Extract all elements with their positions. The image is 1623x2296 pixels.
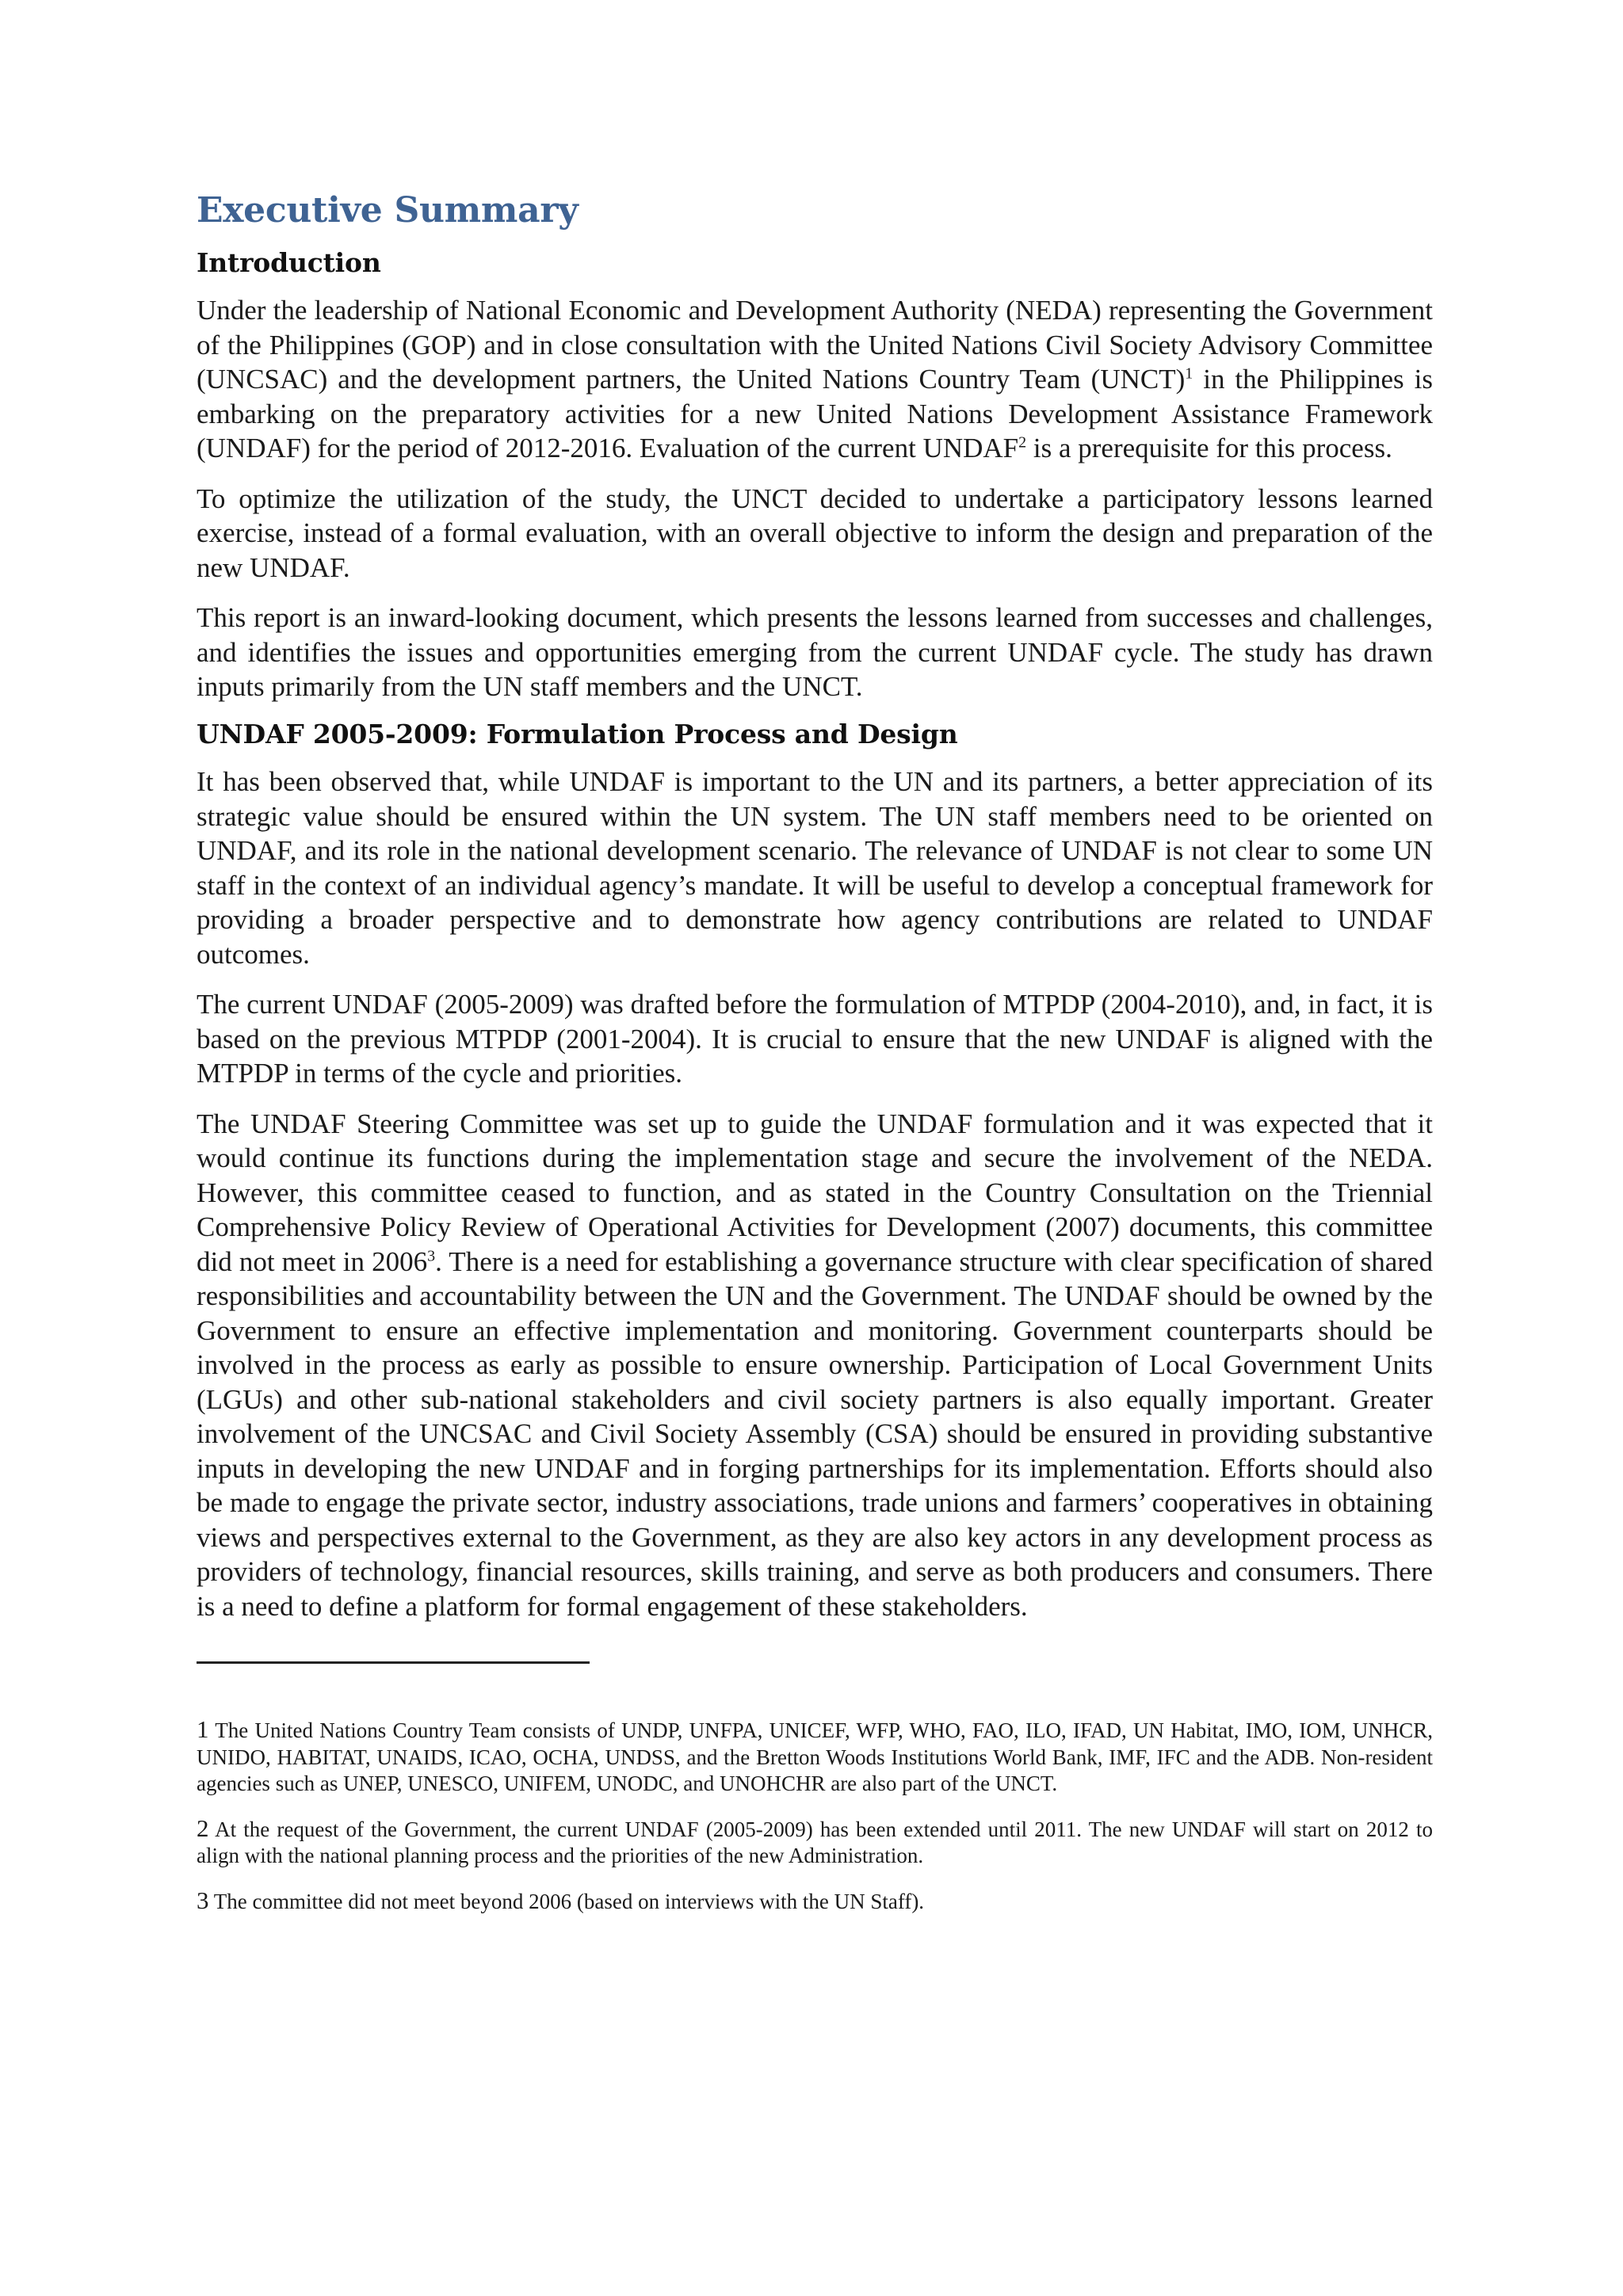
intro-paragraph-2: To optimize the utilization of the study, the UNCT decided to undertake a participatory lessons learned exercise, instead of a formal evaluation, with an overall objective to inform the design and preparation of the new UNDAF. bbox=[197, 482, 1433, 583]
page-title: Executive Summary bbox=[197, 190, 579, 231]
intro-p1-text-c: is a prerequisite for this process. bbox=[1026, 433, 1392, 464]
footnote-number: 1 bbox=[197, 1715, 209, 1744]
section-heading-introduction: Introduction bbox=[197, 247, 381, 278]
footnote-text: The committee did not meet beyond 2006 (based on interviews with the UN Staff). bbox=[208, 1889, 925, 1913]
formulation-paragraph-3 bbox=[197, 1107, 1433, 1624]
footnote-number: 2 bbox=[197, 1814, 209, 1842]
footnote-2 bbox=[197, 1815, 1433, 1870]
footnote-text: At the request of the Government, the current UNDAF (2005-2009) has been extended until 2011. The new UNDAF will start on 2012 to align with the national planning process and the priorities of the new Administration. bbox=[197, 1817, 1433, 1868]
footnote-ref-3[interactable]: 3 bbox=[427, 1246, 436, 1264]
footnote-3 bbox=[197, 1887, 1433, 1916]
footnote-text: The United Nations Country Team consists of UNDP, UNFPA, UNICEF, WFP, WHO, FAO, ILO, IFAD, UN Habitat, IMO, IOM, UNHCR, UNIDO, HABITAT, UNAIDS, ICAO, OCHA, UNDSS, and the Bretton Woods Institutions World Bank, IMF, IFC and the ADB. Non-resident agencies such as UNEP, UNESCO, UNIFEM, UNODC, and UNOHCHR are also part of the UNCT. bbox=[197, 1718, 1433, 1796]
footnote-separator bbox=[197, 1661, 590, 1664]
section-heading-formulation: UNDAF 2005-2009: Formulation Process and Design bbox=[197, 718, 958, 749]
formulation-paragraph-2: The current UNDAF (2005-2009) was drafted before the formulation of MTPDP (2004-2010), and, in fact, it is based on the previous MTPDP (2001-2004). It is crucial to ensure that the new UNDAF is aligned with the MTPDP in terms of the cycle and priorities. bbox=[197, 989, 1433, 1089]
document-page bbox=[197, 190, 1433, 1932]
formulation-paragraph-1: It has been observed that, while UNDAF is important to the UN and its partners, a better appreciation of its strategic value should be ensured within the UN system. The UN staff members need to be oriented on UNDAF, and its role in the national development scenario. The relevance of UNDAF is not clear to some UN staff in the context of an individual agency’s mandate. It will be useful to develop a conceptual framework for providing a broader perspective and to demonstrate how agency contributions are related to UNDAF outcomes. bbox=[197, 766, 1433, 970]
intro-paragraph-3: This report is an inward-looking document, which presents the lessons learned from successes and challenges, and identifies the issues and opportunities emerging from the current UNDAF cycle. The study has drawn inputs primarily from the UN staff members and the UNCT. bbox=[197, 602, 1433, 703]
formulation-p3-text-a: The UNDAF Steering Committee was set up to guide the UNDAF formulation and it was expected that it would continue its functions during the implementation stage and secure the involvement of the NEDA. However, this committee ceased to function, and as stated in the Country Consultation on the Triennial Comprehensive Policy Review of Operational Activities for Development (2007) documents, this committee did not meet in 2006 bbox=[197, 1108, 1433, 1277]
intro-p1-text-b: in the Philippines is embarking on the preparatory activities for a new United Nations Development Assistance Framework (UNDAF) for the period of 2012-2016. Evaluation of the current UNDAF bbox=[197, 364, 1433, 464]
intro-paragraph-1 bbox=[197, 293, 1433, 466]
intro-p1-text-a: Under the leadership of National Economic and Development Authority (NEDA) representing the Government of the Philippines (GOP) and in close consultation with the United Nations Civil Society Advisory Committee (UNCSAC) and the development partners, the United Nations Country Team (UNCT) bbox=[197, 295, 1433, 395]
footnote-1 bbox=[197, 1716, 1433, 1798]
footnote-number: 3 bbox=[197, 1886, 209, 1914]
footnote-ref-1[interactable]: 1 bbox=[1185, 364, 1193, 383]
formulation-p3-text-b: . There is a need for establishing a governance structure with clear specification of shared responsibilities and accountability between the UN and the Government. The UNDAF should be owned by the Government to ensure an effective implementation and monitoring. Government counterparts should be involved in the process as early as possible to ensure ownership. Participation of Local Government Units (LGUs) and other sub-national stakeholders and civil society partners is also equally important. Greater involvement of the UNCSAC and Civil Society Assembly (CSA) should be ensured in providing substantive inputs in developing the new UNDAF and in forging partnerships for its implementation. Efforts should also be made to engage the private sector, industry associations, trade unions and farmers’ cooperatives in obtaining views and perspectives external to the Government, as they are also key actors in any development process as providers of technology, financial resources, skills training, and serve as both producers and consumers. There is a need to define a platform for formal engagement of these stakeholders. bbox=[197, 1245, 1433, 1622]
footnote-ref-2[interactable]: 2 bbox=[1018, 433, 1027, 452]
